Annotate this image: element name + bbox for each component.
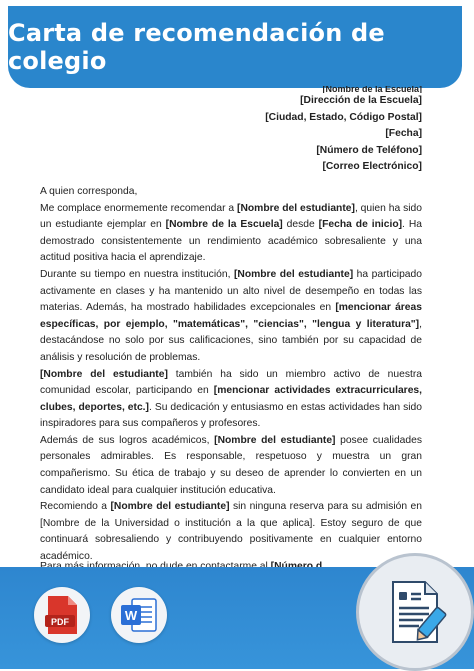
download-pdf-button[interactable] — [34, 587, 90, 643]
placeholder-school-name: [Nombre de la Escuela] — [165, 219, 283, 231]
placeholder-subjects: [mencionar áreas específicas, por ejemplo, "matemáticas", "ciencias", "lengua y literatura"] — [40, 302, 422, 330]
text-run: Además de sus logros académicos, — [40, 434, 215, 446]
placeholder-activities: [mencionar actividades extracurriculares, clubes, deportes, etc.] — [40, 385, 423, 413]
letter-document — [40, 86, 422, 566]
text-run: , quien ha sido un estudiante ejemplar en — [40, 202, 422, 231]
page-title: Carta de recomendación de colegio — [8, 19, 385, 75]
placeholder-student-name: [Nombre del estudiante] — [237, 202, 355, 214]
placeholder-student-name: [Nombre del estudiante] — [214, 434, 336, 446]
text-run: Me complace enormemente recomendar a — [40, 202, 238, 214]
address-line: [Ciudad, Estado, Código Postal] — [265, 111, 422, 123]
text-run: desde — [282, 219, 319, 231]
text-run: . Su dedicación y entusiasmo en estas actividades han sido inspiradores para sus compañeros y profesores. — [40, 401, 422, 430]
address-line: [Número de Teléfono] — [316, 144, 422, 156]
address-line: [Dirección de la Escuela] — [300, 95, 422, 106]
word-label: W — [124, 608, 138, 623]
paragraph-1 — [40, 201, 422, 267]
paragraph-3 — [40, 367, 422, 433]
paragraph-4 — [40, 433, 422, 499]
text-run: . Ha demostrado consistentemente un rendimiento académico sobresaliente y una actitud positiva hacia el aprendizaje. — [40, 219, 423, 264]
pdf-file-icon — [45, 595, 79, 635]
text-run: , destacándose no solo por sus calificaciones, sino también por su capacidad de análisis y resolución de problemas. — [40, 318, 422, 363]
text-run: Recomiendo a — [40, 501, 111, 513]
title-banner — [8, 6, 462, 88]
pdf-label: PDF — [51, 617, 69, 627]
text-run: también ha sido un miembro activo de nuestra comunidad escolar, participando en — [40, 368, 422, 397]
text-run: posee cualidades personales admirables. Es responsable, respetuoso y muestra un gran compañerismo. Su ética de trabajo y su deseo de aprender lo convierten en un candidato ideal para cualquier institución educativa. — [40, 434, 423, 496]
placeholder-start-date: [Fecha de inicio] — [318, 219, 403, 231]
placeholder-student-name: [Nombre del estudiante] — [40, 368, 168, 380]
placeholder-student-name: [Nombre del estudiante] — [233, 268, 354, 280]
word-file-icon — [120, 596, 158, 634]
address-line: [Correo Electrónico] — [322, 161, 422, 173]
document-edit-icon — [379, 576, 451, 648]
document-illustration — [356, 553, 474, 671]
address-partial-line: [Nombre de la Escuela] — [322, 86, 422, 93]
text-run: ha participado activamente en clases y ha mantenido un alto nivel de desempeño en todas las materias. Además, ha mostrado habilidades excepcionales en — [40, 268, 422, 314]
address-line: [Fecha] — [385, 128, 422, 140]
paragraph-2 — [40, 267, 422, 367]
paragraph-5 — [40, 499, 422, 565]
text-run: sin ninguna reserva para su admisión en [Nombre de la Universidad o institución a la que aplica]. Estoy seguro de que continuará sobresaliendo y contribuyendo positivamente en cualquier entorno académico. — [40, 501, 422, 563]
text-run: Durante su tiempo en nuestra institución, — [40, 268, 234, 280]
download-word-button[interactable] — [111, 587, 167, 643]
placeholder-student-name: [Nombre del estudiante] — [110, 501, 230, 513]
greeting: A quien corresponda, — [40, 185, 138, 197]
